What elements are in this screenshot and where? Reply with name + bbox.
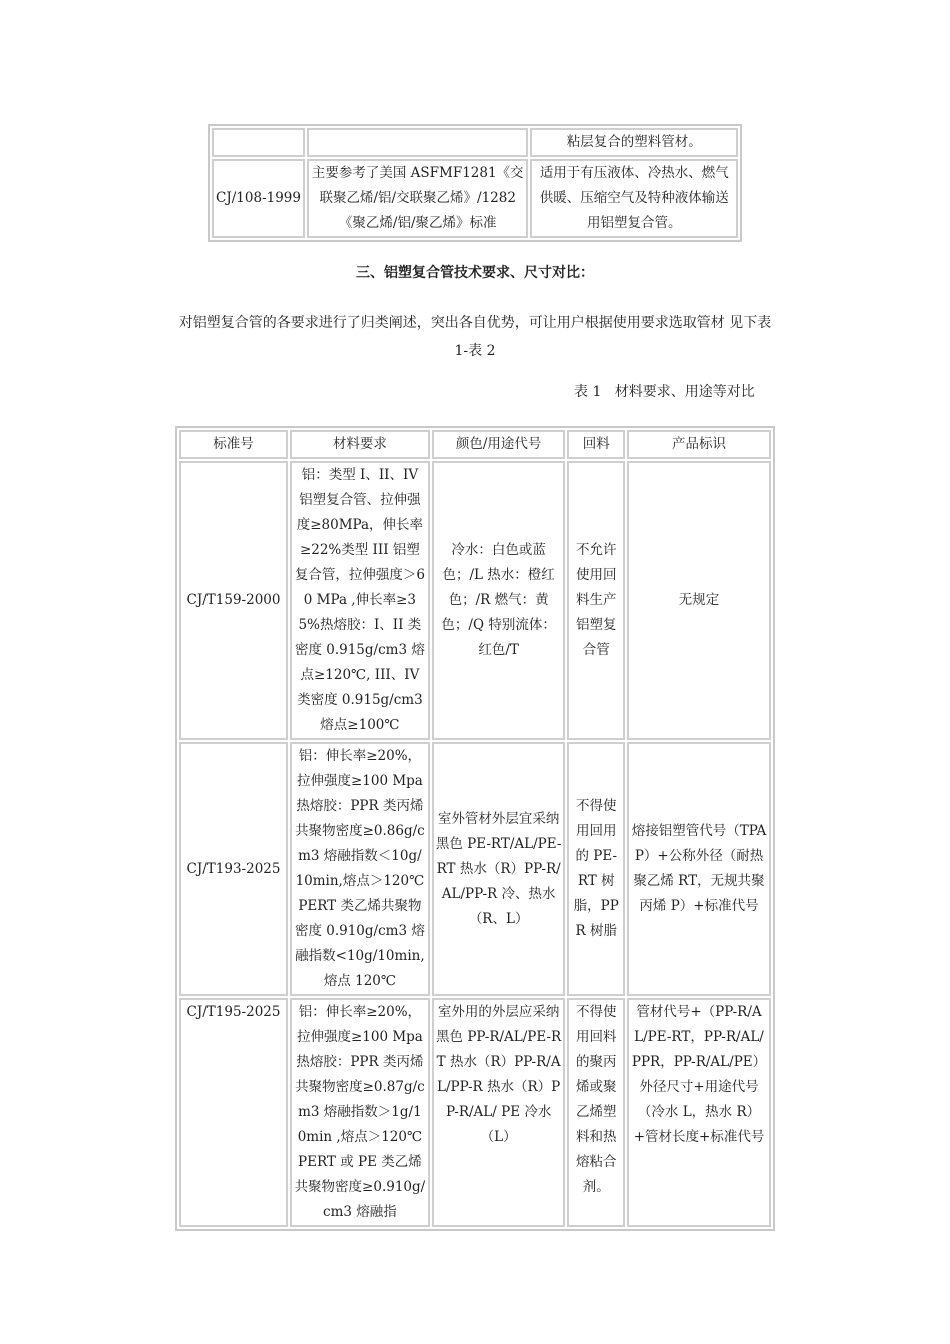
table-cell: CJ/T193-2025 <box>179 742 288 996</box>
table-cell: 铝：伸长率≥20%，拉伸强度≥100 Mpa 热熔胶：PPR 类丙烯共聚物密度≥0.86g/cm3 熔融指数＜10g/10min,熔点＞120℃ PERT 类乙烯共聚物密度 0.910g/cm3 熔融指数<10g/10min,熔点 120℃ <box>290 742 430 996</box>
section-heading: 三、铝塑复合管技术要求、尺寸对比： <box>356 265 594 281</box>
table-cell: 铝：伸长率≥20%，拉伸强度≥100 Mpa 热熔胶：PPR 类丙烯共聚物密度≥0.87g/cm3 熔融指数＞1g/10min ,熔点＞120℃ PERT 或 PE 类乙烯共聚物密度≥0.910g/cm3 熔融指 <box>290 998 430 1227</box>
column-header: 回料 <box>567 430 625 459</box>
table-cell: 不允许使用回料生产铝塑复合管 <box>567 461 625 740</box>
table-row <box>179 998 771 1227</box>
table-row <box>212 128 738 157</box>
table-cell: CJ/T159-2000 <box>179 461 288 740</box>
table-cell <box>307 128 528 157</box>
table-cell: 室外管材外层宜采纳黑色 PE-RT/AL/PE-RT 热水（R）PP-R/AL/PP-R 冷、热水（R、L） <box>432 742 566 996</box>
table-cell: 主要参考了美国 ASFMF1281《交联聚乙烯/铝/交联聚乙烯》/1282《聚乙烯/铝/聚乙烯》标准 <box>307 159 528 238</box>
intro-paragraph: 对铝塑复合管的各要求进行了归类阐述，突出各自优势，可让用户根据使用要求选取管材 见下表 1-表 2 <box>178 315 772 359</box>
table-cell: CJ/108-1999 <box>212 159 305 238</box>
table-cell: 冷水：白色或蓝色；/L 热水：橙红色；/R 燃气：黄色；/Q 特别流体：红色/T <box>432 461 566 740</box>
table-cell: 适用于有压液体、冷热水、燃气供暖、压缩空气及特种液体输送用铝塑复合管。 <box>530 159 738 238</box>
standards-table-continued <box>208 124 742 242</box>
table-row <box>179 742 771 996</box>
table-cell: 熔接铝塑管代号（TPAP）+公称外径（耐热聚乙烯 RT，无规共聚丙烯 P）+标准代号 <box>627 742 771 996</box>
table-row <box>212 159 738 238</box>
table-cell: 粘层复合的塑料管材。 <box>530 128 738 157</box>
column-header: 颜色/用途代号 <box>432 430 566 459</box>
table-cell: 铝：类型 I、II、IV 铝塑复合管、拉伸强度≥80MPa，伸长率≥22%类型 III 铝塑复合管，拉伸强度＞60 MPa ,伸长率≥35%热熔胶：I、II 类密度 0.915g/cm3 熔点≥120℃, III、IV 类密度 0.915g/cm3 熔点≥100℃ <box>290 461 430 740</box>
table-header-row <box>179 430 771 459</box>
column-header: 产品标识 <box>627 430 771 459</box>
table-cell: CJ/T195-2025 <box>179 998 288 1227</box>
table-cell: 不得使用回用的 PE-RT 树脂，PPR 树脂 <box>567 742 625 996</box>
table-cell: 管材代号+（PP-R/AL/PE-RT，PP-R/AL/PPR，PP-R/AL/PE）外径尺寸+用途代号（冷水 L，热水 R）+管材长度+标准代号 <box>627 998 771 1227</box>
material-comparison-table <box>175 426 775 1231</box>
table-row <box>179 461 771 740</box>
table-cell: 不得使用回料的聚丙烯或聚乙烯塑料和热熔粘合剂。 <box>567 998 625 1227</box>
column-header: 材料要求 <box>290 430 430 459</box>
column-header: 标准号 <box>179 430 288 459</box>
table-cell: 无规定 <box>627 461 771 740</box>
table-cell: 室外用的外层应采纳黑色 PP-R/AL/PE-RT 热水（R）PP-R/AL/PP-R 热水（R）PP-R/AL/ PE 冷水（L） <box>432 998 566 1227</box>
table-cell <box>212 128 305 157</box>
table-caption: 表 1 材料要求、用途等对比 <box>574 384 755 400</box>
